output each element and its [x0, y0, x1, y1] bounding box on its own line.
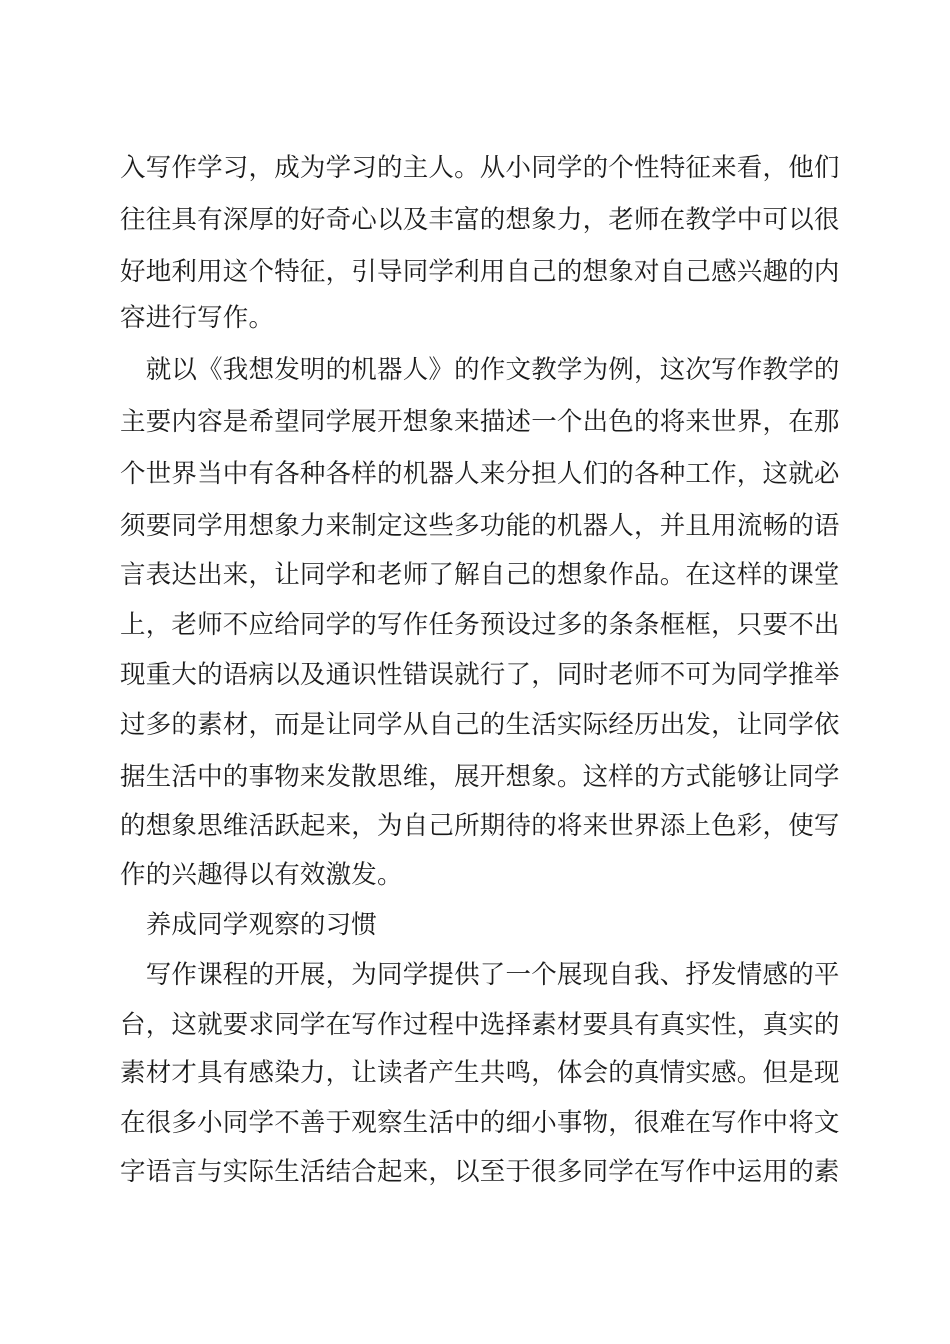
text-line: 往往具有深厚的好奇心以及丰富的想象力，老师在教学中可以很 [120, 205, 840, 235]
text-line: 须要同学用想象力来制定这些多功能的机器人，并且用流畅的语 [120, 511, 840, 541]
section-heading: 养成同学观察的习惯 [120, 910, 378, 940]
text-line: 入写作学习，成为学习的主人。从小同学的个性特征来看，他们 [120, 153, 840, 183]
text-line: 在很多小同学不善于观察生活中的细小事物，很难在写作中将文 [120, 1108, 840, 1138]
text-line: 言表达出来，让同学和老师了解自己的想象作品。在这样的课堂 [120, 560, 840, 590]
text-line: 的想象思维活跃起来，为自己所期待的将来世界添上色彩，使写 [120, 811, 840, 841]
text-line: 台，这就要求同学在写作过程中选择素材要具有真实性，真实的 [120, 1010, 840, 1040]
text-line: 好地利用这个特征，引导同学利用自己的想象对自己感兴趣的内 [120, 257, 840, 287]
text-line: 据生活中的事物来发散思维，展开想象。这样的方式能够让同学 [120, 762, 840, 792]
text-line: 字语言与实际生活结合起来，以至于很多同学在写作中运用的素 [120, 1157, 840, 1187]
paragraph-first-line: 写作课程的开展，为同学提供了一个展现自我、抒发情感的平 [120, 960, 840, 990]
text-line: 现重大的语病以及通识性错误就行了，同时老师不可为同学推举 [120, 660, 840, 690]
text-line: 素材才具有感染力，让读者产生共鸣，体会的真情实感。但是现 [120, 1058, 840, 1088]
text-line: 容进行写作。 [120, 303, 275, 333]
text-line: 过多的素材，而是让同学从自己的生活实际经历出发，让同学依 [120, 710, 840, 740]
text-line: 个世界当中有各种各样的机器人来分担人们的各种工作，这就必 [120, 459, 840, 489]
text-line: 作的兴趣得以有效激发。 [120, 860, 403, 890]
paragraph-first-line: 就以《我想发明的机器人》的作文教学为例，这次写作教学的 [120, 355, 840, 385]
text-line: 上，老师不应给同学的写作任务预设过多的条条框框，只要不出 [120, 610, 840, 640]
text-line: 主要内容是希望同学展开想象来描述一个出色的将来世界，在那 [120, 407, 840, 437]
